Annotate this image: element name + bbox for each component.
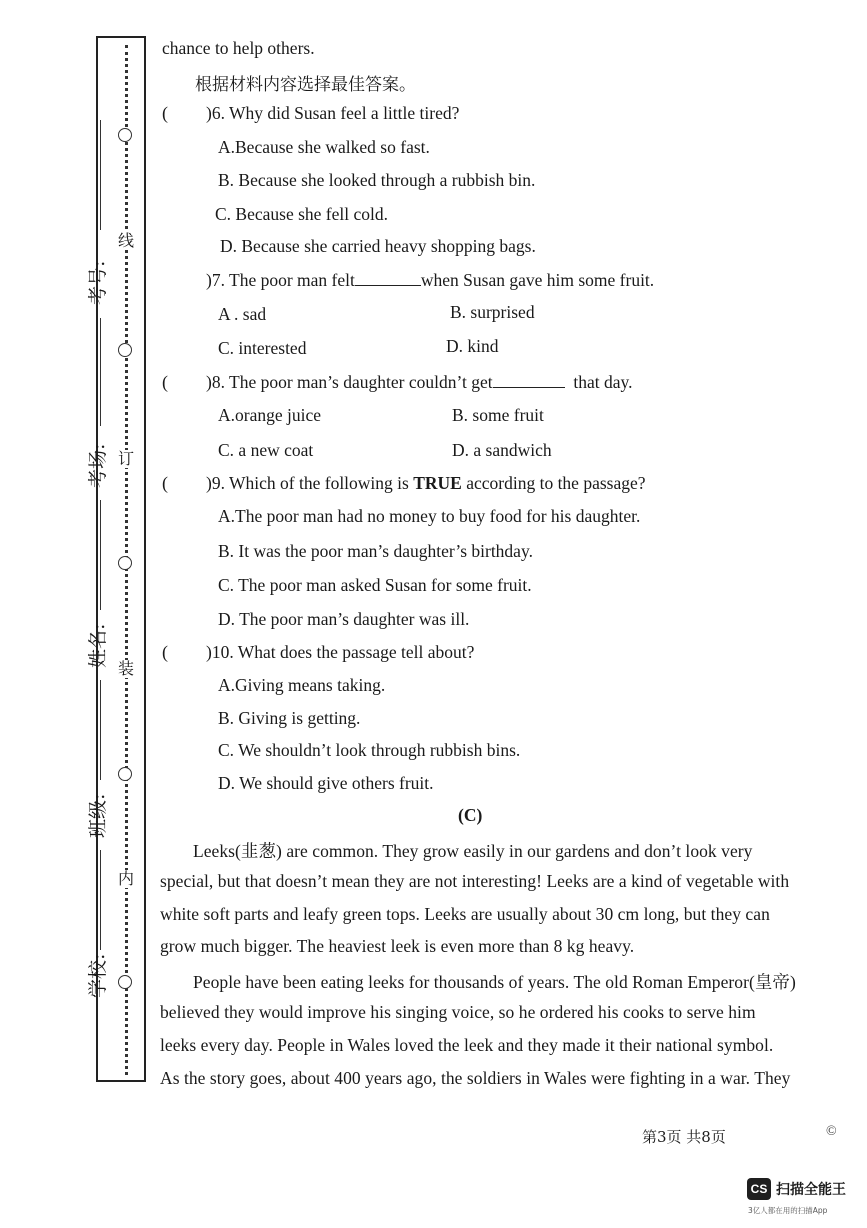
binding-circle: [118, 128, 132, 142]
question-10-stem: )10. What does the passage tell about?: [206, 642, 475, 662]
passage-line-2: special, but that doesn’t mean they are not interesting! Leeks are a kind of vegetable with: [160, 871, 790, 891]
q6-option-d: D. Because she carried heavy shopping bags.: [220, 236, 536, 256]
intro-line: chance to help others.: [162, 38, 315, 58]
passage-line-5: People have been eating leeks for thousands of years. The old Roman Emperor(皇帝): [193, 972, 796, 992]
q10-option-a: A.Giving means taking.: [218, 675, 386, 695]
answer-paren-q6[interactable]: (: [162, 103, 168, 123]
binding-circle: [118, 556, 132, 570]
binding-char-ding: 订: [117, 449, 134, 468]
field-label-xingming: 姓名:: [87, 623, 109, 668]
question-7-stem: )7. The poor man felt when Susan gave him some fruit.: [206, 270, 655, 290]
q9-option-c: C. The poor man asked Susan for some fruit.: [218, 575, 532, 595]
q8-option-c: C. a new coat: [218, 440, 314, 460]
passage-line-4: grow much bigger. The heaviest leek is even more than 8 kg heavy.: [160, 936, 635, 956]
q10-option-d: D. We should give others fruit.: [218, 773, 434, 793]
field-label-kaochang: 考场:: [87, 443, 109, 488]
q6-option-b: B. Because she looked through a rubbish bin.: [218, 170, 536, 190]
field-line-kaochang[interactable]: [100, 318, 101, 426]
passage-line-1: Leeks(韭葱) are common. They grow easily in our gardens and don’t look very: [193, 841, 753, 861]
corner-mark: ©: [826, 1124, 837, 1139]
question-8-stem: )8. The poor man’s daughter couldn’t get that day.: [206, 372, 633, 392]
q6-option-c: C. Because she fell cold.: [215, 204, 389, 224]
q10-option-b: B. Giving is getting.: [218, 708, 361, 728]
section-heading: (C): [458, 805, 483, 825]
scanner-app-name: 扫描全能王: [776, 1182, 846, 1198]
scanner-tagline: 3亿人都在用的扫描App: [748, 1206, 828, 1215]
q8-option-a: A.orange juice: [218, 405, 322, 425]
q9-option-d: D. The poor man’s daughter was ill.: [218, 609, 470, 629]
scanner-logo-icon: CS: [747, 1178, 771, 1200]
question-6-stem: )6. Why did Susan feel a little tired?: [206, 103, 460, 123]
answer-paren-q9[interactable]: (: [162, 473, 168, 493]
q7-blank[interactable]: [355, 271, 421, 286]
q10-option-c: C. We shouldn’t look through rubbish bins.: [218, 740, 521, 760]
q6-option-a: A.Because she walked so fast.: [218, 137, 430, 157]
field-line-kaohao[interactable]: [100, 120, 101, 230]
field-label-xuexiao: 学校:: [87, 953, 109, 998]
q9-option-b: B. It was the poor man’s daughter’s birthday.: [218, 541, 533, 561]
answer-paren-q10[interactable]: (: [162, 642, 168, 662]
page-number: 第3页 共8页: [642, 1128, 726, 1146]
passage-line-8: As the story goes, about 400 years ago, the soldiers in Wales were fighting in a war. They: [160, 1068, 791, 1088]
q7-option-c: C. interested: [218, 338, 307, 358]
binding-circle: [118, 343, 132, 357]
binding-char-nei: 内: [117, 869, 134, 888]
field-label-kaohao: 考号:: [87, 260, 109, 305]
q7-option-b: B. surprised: [450, 302, 535, 322]
question-9-stem: )9. Which of the following is TRUE according to the passage?: [206, 473, 646, 493]
binding-circle: [118, 975, 132, 989]
q8-blank[interactable]: [493, 373, 565, 388]
field-label-banji: 班级:: [87, 793, 109, 838]
passage-line-7: leeks every day. People in Wales loved the leek and they made it their national symbol.: [160, 1035, 774, 1055]
field-line-xingming[interactable]: [100, 500, 101, 610]
answer-paren-q8[interactable]: (: [162, 372, 168, 392]
q8-option-d: D. a sandwich: [452, 440, 552, 460]
q8-option-b: B. some fruit: [452, 405, 544, 425]
q7-option-d: D. kind: [446, 336, 499, 356]
binding-char-zhuang: 装: [117, 659, 134, 678]
q9-option-a: A.The poor man had no money to buy food for his daughter.: [218, 506, 641, 526]
instruction: 根据材料内容选择最佳答案。: [195, 75, 416, 95]
q7-option-a: A . sad: [218, 304, 267, 324]
passage-line-3: white soft parts and leafy green tops. Leeks are usually about 30 cm long, but they can: [160, 904, 770, 924]
binding-circle: [118, 767, 132, 781]
binding-char-xian: 线: [117, 231, 134, 250]
field-line-banji[interactable]: [100, 680, 101, 780]
passage-line-6: believed they would improve his singing voice, so he ordered his cooks to serve him: [160, 1002, 756, 1022]
field-line-xuexiao[interactable]: [100, 850, 101, 950]
